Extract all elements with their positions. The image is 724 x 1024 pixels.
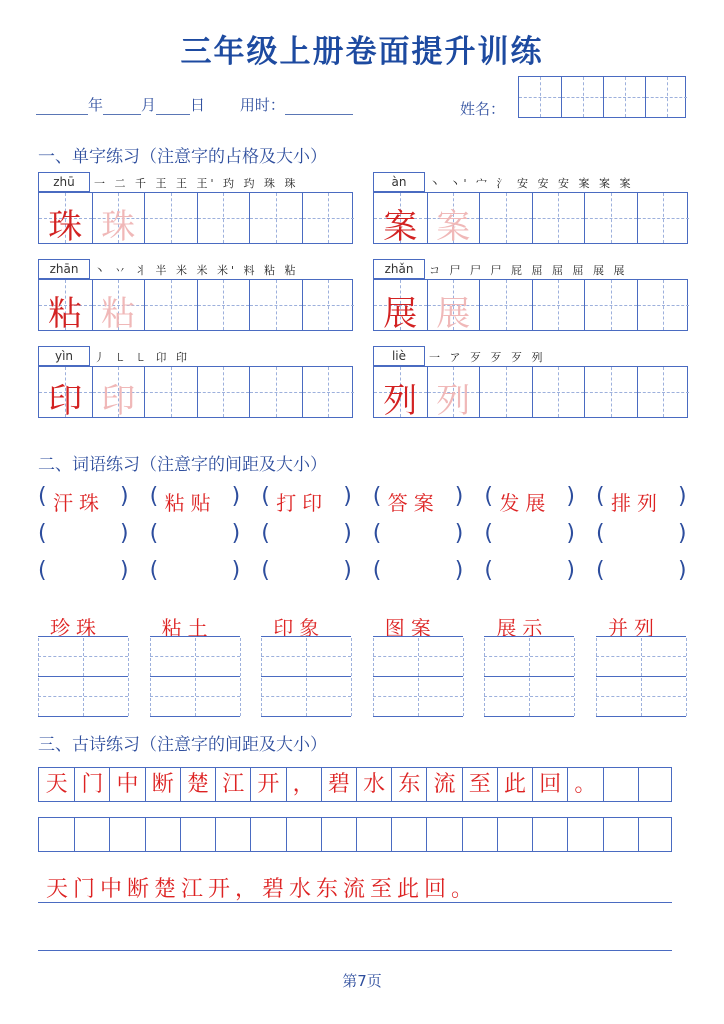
practice-cell[interactable] bbox=[479, 280, 532, 330]
practice-cell[interactable] bbox=[532, 367, 585, 417]
page-title: 三年级上册卷面提升训练 bbox=[180, 34, 544, 70]
poem-cell[interactable] bbox=[180, 818, 215, 851]
guide-line bbox=[484, 638, 485, 676]
year-label: 年 bbox=[88, 96, 104, 114]
guide-line bbox=[373, 638, 374, 676]
char-grid-row bbox=[38, 192, 353, 247]
poem-cell[interactable] bbox=[215, 818, 250, 851]
open-paren: ( bbox=[38, 558, 47, 583]
paren-word: 答案 bbox=[387, 491, 440, 515]
guide-line bbox=[506, 367, 507, 417]
writing-line bbox=[484, 676, 574, 677]
guide-line bbox=[351, 638, 352, 676]
pinyin-box: zhū bbox=[38, 172, 90, 192]
poem-cell[interactable] bbox=[356, 818, 391, 851]
month-label: 月 bbox=[141, 96, 157, 114]
trace-char: 案 bbox=[436, 207, 471, 247]
pinyin-box: liè bbox=[373, 346, 425, 366]
practice-cell[interactable] bbox=[144, 367, 197, 417]
guide-line bbox=[663, 367, 664, 417]
close-paren: ) bbox=[343, 521, 352, 546]
practice-cell[interactable] bbox=[249, 367, 302, 417]
guide-line bbox=[667, 77, 668, 117]
guide-line bbox=[611, 193, 612, 243]
close-paren: ) bbox=[678, 484, 687, 509]
guide-line bbox=[328, 367, 329, 417]
guide-line bbox=[463, 678, 464, 716]
guide-line bbox=[463, 638, 464, 676]
guide-line bbox=[529, 638, 530, 676]
poem-grid-row-empty[interactable] bbox=[38, 817, 672, 852]
poem-cell[interactable] bbox=[145, 818, 180, 851]
guide-line bbox=[641, 678, 642, 716]
close-paren: ) bbox=[231, 521, 241, 546]
writing-line bbox=[596, 676, 686, 677]
model-char: 印 bbox=[48, 381, 83, 421]
stroke-order: 丿 ㇄ ㇄ 卬 印 bbox=[94, 351, 190, 364]
paren-blank[interactable] bbox=[387, 562, 451, 586]
open-paren: ( bbox=[38, 484, 47, 509]
poem-cell: ， bbox=[286, 768, 321, 801]
section3-heading: 三、古诗练习（注意字的间距及大小） bbox=[38, 735, 327, 755]
guide-line bbox=[128, 638, 129, 676]
guide-line bbox=[38, 678, 39, 716]
practice-cell bbox=[374, 193, 427, 247]
guide-line bbox=[261, 638, 262, 676]
poem-cell[interactable] bbox=[74, 818, 109, 851]
poem-cell: 水 bbox=[356, 768, 391, 801]
open-paren: ( bbox=[484, 484, 493, 509]
guide-line bbox=[223, 280, 224, 330]
name-label: 姓名： bbox=[460, 100, 506, 118]
paren-blank[interactable] bbox=[164, 562, 228, 586]
trace-char: 列 bbox=[436, 381, 471, 421]
close-paren: ) bbox=[566, 558, 575, 583]
guide-line bbox=[686, 638, 687, 676]
practice-cell bbox=[427, 193, 480, 247]
pinyin-box: zhān bbox=[38, 259, 90, 279]
guide-line bbox=[506, 280, 507, 330]
line-word: 图案 bbox=[384, 616, 437, 640]
paren-word: 打印 bbox=[276, 491, 329, 515]
footer-divider bbox=[38, 950, 672, 951]
paren-word: 排列 bbox=[611, 491, 663, 515]
poem-cell: 碧 bbox=[321, 768, 356, 801]
trace-char: 印 bbox=[101, 381, 136, 421]
guide-line bbox=[558, 193, 559, 243]
paren-blank[interactable] bbox=[610, 525, 674, 549]
open-paren: ( bbox=[484, 521, 493, 546]
pinyin-box: yìn bbox=[38, 346, 90, 366]
paren-blank[interactable] bbox=[610, 562, 674, 586]
stroke-order: 一 ア 歹 歹 歹 列 bbox=[429, 351, 546, 364]
guide-line bbox=[195, 678, 196, 716]
guide-line bbox=[276, 193, 277, 243]
open-paren: ( bbox=[149, 558, 159, 583]
name-cell[interactable] bbox=[603, 77, 645, 117]
close-paren: ) bbox=[566, 484, 575, 509]
char-grid-row bbox=[373, 366, 688, 421]
name-grid[interactable] bbox=[518, 76, 686, 118]
line-word: 印象 bbox=[273, 616, 326, 640]
guide-line bbox=[38, 638, 39, 676]
line-word: 并列 bbox=[608, 616, 660, 640]
poem-cell bbox=[603, 768, 638, 801]
paren-word: 发展 bbox=[499, 491, 552, 515]
poem-cell: 至 bbox=[462, 768, 497, 801]
practice-cell bbox=[92, 280, 145, 334]
close-paren: ) bbox=[231, 484, 241, 509]
stroke-order: 一 二 千 王 王 王' 玓 玓 珠 珠 bbox=[94, 177, 299, 190]
close-paren: ) bbox=[454, 484, 464, 509]
guide-line bbox=[240, 678, 241, 716]
guide-line bbox=[611, 367, 612, 417]
guide-line bbox=[195, 638, 196, 676]
guide-line bbox=[663, 280, 664, 330]
paren-blank[interactable] bbox=[275, 562, 339, 586]
paren-word: 粘贴 bbox=[164, 491, 217, 515]
writing-line bbox=[373, 636, 463, 637]
practice-cell[interactable] bbox=[302, 280, 355, 330]
poem-grid-row-filled bbox=[38, 767, 672, 802]
guide-line bbox=[171, 193, 172, 243]
poem-cell[interactable] bbox=[603, 818, 638, 851]
open-paren: ( bbox=[596, 558, 605, 583]
practice-cell bbox=[92, 367, 145, 421]
close-paren: ) bbox=[454, 521, 464, 546]
poem-cell[interactable] bbox=[250, 818, 285, 851]
poem-cell: 天 bbox=[45, 772, 68, 797]
time-label: 用时： bbox=[239, 96, 285, 114]
guide-line bbox=[150, 638, 151, 676]
stroke-order: 丶 丶' 宀 ⺡ 安 安 安 案 案 案 bbox=[429, 177, 634, 190]
writing-line bbox=[150, 716, 240, 717]
guide-line bbox=[596, 638, 597, 676]
date-time-line bbox=[36, 94, 353, 115]
line-word: 展示 bbox=[496, 616, 549, 640]
writing-line bbox=[596, 636, 686, 637]
poem-cell: 江 bbox=[215, 768, 250, 801]
poem-cell: 门 bbox=[74, 768, 109, 801]
close-paren: ) bbox=[678, 558, 687, 583]
close-paren: ) bbox=[120, 521, 129, 546]
practice-cell[interactable] bbox=[249, 193, 302, 243]
practice-cell bbox=[39, 367, 92, 421]
day-blank[interactable] bbox=[156, 100, 190, 115]
writing-line bbox=[261, 636, 351, 637]
paren-blank[interactable] bbox=[387, 525, 451, 549]
writing-line bbox=[373, 716, 463, 717]
guide-line bbox=[418, 678, 419, 716]
close-paren: ) bbox=[231, 558, 241, 583]
practice-cell bbox=[39, 280, 92, 334]
practice-cell bbox=[427, 367, 480, 421]
guide-line bbox=[171, 280, 172, 330]
practice-cell bbox=[374, 280, 427, 334]
char-grid-row bbox=[373, 192, 688, 247]
guide-line bbox=[558, 280, 559, 330]
guide-line bbox=[686, 678, 687, 716]
guide-line bbox=[574, 678, 575, 716]
practice-cell bbox=[39, 193, 92, 247]
time-blank[interactable] bbox=[285, 100, 353, 115]
guide-line bbox=[171, 367, 172, 417]
pinyin-box: zhǎn bbox=[373, 259, 425, 279]
poem-cell: 流 bbox=[426, 768, 461, 801]
practice-cell[interactable] bbox=[532, 193, 585, 243]
poem-cell[interactable] bbox=[497, 818, 532, 851]
guide-line bbox=[83, 638, 84, 676]
writing-line bbox=[38, 636, 128, 637]
guide-line bbox=[306, 678, 307, 716]
poem-cell: 。 bbox=[567, 768, 602, 801]
model-char: 案 bbox=[383, 207, 418, 247]
poem-cell[interactable] bbox=[426, 818, 461, 851]
writing-line bbox=[261, 676, 351, 677]
poem-underline bbox=[38, 902, 672, 903]
name-cell[interactable] bbox=[561, 77, 603, 117]
section2-heading: 二、词语练习（注意字的间距及大小） bbox=[38, 455, 327, 475]
open-paren: ( bbox=[372, 558, 382, 583]
paren-blank[interactable] bbox=[498, 525, 562, 549]
practice-cell[interactable] bbox=[479, 193, 532, 243]
poem-cell[interactable] bbox=[286, 818, 321, 851]
paren-blank[interactable] bbox=[498, 562, 562, 586]
writing-line bbox=[484, 636, 574, 637]
poem-cell[interactable] bbox=[567, 818, 602, 851]
name-cell[interactable] bbox=[519, 77, 561, 117]
guide-line bbox=[418, 638, 419, 676]
guide-line bbox=[596, 678, 597, 716]
guide-line bbox=[223, 367, 224, 417]
guide-line bbox=[351, 678, 352, 716]
guide-line bbox=[611, 280, 612, 330]
poem-cell: 开 bbox=[250, 768, 285, 801]
practice-cell[interactable] bbox=[637, 367, 690, 417]
open-paren: ( bbox=[261, 484, 270, 509]
poem-cell[interactable] bbox=[532, 818, 567, 851]
guide-line bbox=[328, 193, 329, 243]
open-paren: ( bbox=[149, 484, 159, 509]
open-paren: ( bbox=[38, 521, 47, 546]
line-word: 粘土 bbox=[161, 616, 214, 640]
poem-cell[interactable] bbox=[391, 818, 426, 851]
guide-line bbox=[276, 367, 277, 417]
month-blank[interactable] bbox=[103, 100, 141, 115]
char-grid-row bbox=[38, 279, 353, 334]
paren-word: 汗珠 bbox=[53, 491, 105, 515]
day-label: 日 bbox=[190, 96, 206, 114]
guide-line bbox=[223, 193, 224, 243]
year-blank[interactable] bbox=[36, 100, 88, 115]
guide-line bbox=[261, 678, 262, 716]
guide-line bbox=[641, 638, 642, 676]
writing-line bbox=[38, 676, 128, 677]
model-char: 列 bbox=[383, 381, 418, 421]
practice-cell[interactable] bbox=[249, 280, 302, 330]
open-paren: ( bbox=[484, 558, 493, 583]
paren-blank[interactable] bbox=[52, 562, 116, 586]
guide-line bbox=[506, 193, 507, 243]
practice-cell[interactable] bbox=[302, 367, 355, 417]
guide-line bbox=[625, 77, 626, 117]
writing-line bbox=[261, 716, 351, 717]
practice-cell[interactable] bbox=[584, 280, 637, 330]
close-paren: ) bbox=[120, 484, 129, 509]
writing-line bbox=[150, 676, 240, 677]
open-paren: ( bbox=[261, 521, 270, 546]
char-grid-row bbox=[373, 279, 688, 334]
poem-cell[interactable] bbox=[462, 818, 497, 851]
poem-cell[interactable] bbox=[638, 818, 673, 851]
practice-cell[interactable] bbox=[584, 367, 637, 417]
section1-heading: 一、单字练习（注意字的占格及大小） bbox=[38, 147, 327, 167]
poem-cell: 楚 bbox=[180, 768, 215, 801]
paren-blank[interactable] bbox=[164, 525, 228, 549]
guide-line bbox=[663, 193, 664, 243]
practice-cell[interactable] bbox=[302, 193, 355, 243]
poem-cell: 回 bbox=[532, 768, 567, 801]
paren-blank[interactable] bbox=[275, 525, 339, 549]
trace-char: 展 bbox=[436, 294, 471, 334]
open-paren: ( bbox=[596, 521, 605, 546]
guide-line bbox=[373, 678, 374, 716]
poem-line-text: 天门中断楚江开，碧水东流至此回。 bbox=[46, 877, 479, 902]
writing-line bbox=[38, 716, 128, 717]
guide-line bbox=[529, 678, 530, 716]
guide-line bbox=[328, 280, 329, 330]
practice-cell[interactable] bbox=[144, 193, 197, 243]
name-cell[interactable] bbox=[645, 77, 687, 117]
open-paren: ( bbox=[372, 521, 382, 546]
practice-cell[interactable] bbox=[197, 367, 250, 417]
guide-line bbox=[276, 280, 277, 330]
model-char: 珠 bbox=[48, 207, 83, 247]
writing-line bbox=[596, 716, 686, 717]
pinyin-box: àn bbox=[373, 172, 425, 192]
guide-line bbox=[484, 678, 485, 716]
practice-cell[interactable] bbox=[637, 280, 690, 330]
poem-cell: 此 bbox=[497, 768, 532, 801]
guide-line bbox=[306, 638, 307, 676]
poem-cell[interactable] bbox=[321, 818, 356, 851]
practice-cell[interactable] bbox=[144, 280, 197, 330]
open-paren: ( bbox=[149, 521, 159, 546]
line-word: 珍珠 bbox=[50, 616, 102, 640]
poem-cell[interactable] bbox=[109, 818, 144, 851]
open-paren: ( bbox=[261, 558, 270, 583]
practice-cell[interactable] bbox=[197, 280, 250, 330]
close-paren: ) bbox=[566, 521, 575, 546]
writing-line bbox=[150, 636, 240, 637]
guide-line bbox=[574, 638, 575, 676]
guide-line bbox=[558, 367, 559, 417]
guide-line bbox=[240, 638, 241, 676]
practice-cell bbox=[92, 193, 145, 247]
char-grid-row bbox=[38, 366, 353, 421]
poem-cell: 中 bbox=[109, 768, 144, 801]
page-number: 第7页 bbox=[342, 972, 382, 990]
model-char: 粘 bbox=[48, 294, 83, 334]
close-paren: ) bbox=[678, 521, 687, 546]
guide-line bbox=[128, 678, 129, 716]
practice-cell[interactable] bbox=[584, 193, 637, 243]
close-paren: ) bbox=[343, 558, 352, 583]
guide-line bbox=[540, 77, 541, 117]
model-char: 展 bbox=[383, 294, 418, 334]
practice-cell bbox=[374, 367, 427, 421]
trace-char: 粘 bbox=[101, 294, 136, 334]
practice-cell bbox=[427, 280, 480, 334]
open-paren: ( bbox=[372, 484, 382, 509]
guide-line bbox=[150, 678, 151, 716]
stroke-order: コ 尸 尸 尸 屁 屈 屈 屈 展 展 bbox=[429, 264, 628, 277]
practice-cell[interactable] bbox=[637, 193, 690, 243]
poem-cell bbox=[638, 768, 673, 801]
guide-line bbox=[583, 77, 584, 117]
close-paren: ) bbox=[454, 558, 464, 583]
stroke-order: 丶 丷 丬 半 米 米 米' 料 粘 粘 bbox=[94, 264, 299, 277]
writing-line bbox=[484, 716, 574, 717]
writing-line bbox=[373, 676, 463, 677]
practice-cell[interactable] bbox=[479, 367, 532, 417]
close-paren: ) bbox=[120, 558, 129, 583]
close-paren: ) bbox=[343, 484, 352, 509]
practice-cell[interactable] bbox=[532, 280, 585, 330]
poem-cell: 断 bbox=[145, 768, 180, 801]
poem-cell[interactable] bbox=[39, 818, 74, 851]
trace-char: 珠 bbox=[101, 207, 136, 247]
open-paren: ( bbox=[596, 484, 605, 509]
poem-cell: 东 bbox=[391, 768, 426, 801]
guide-line bbox=[83, 678, 84, 716]
practice-cell[interactable] bbox=[197, 193, 250, 243]
paren-blank[interactable] bbox=[52, 525, 116, 549]
